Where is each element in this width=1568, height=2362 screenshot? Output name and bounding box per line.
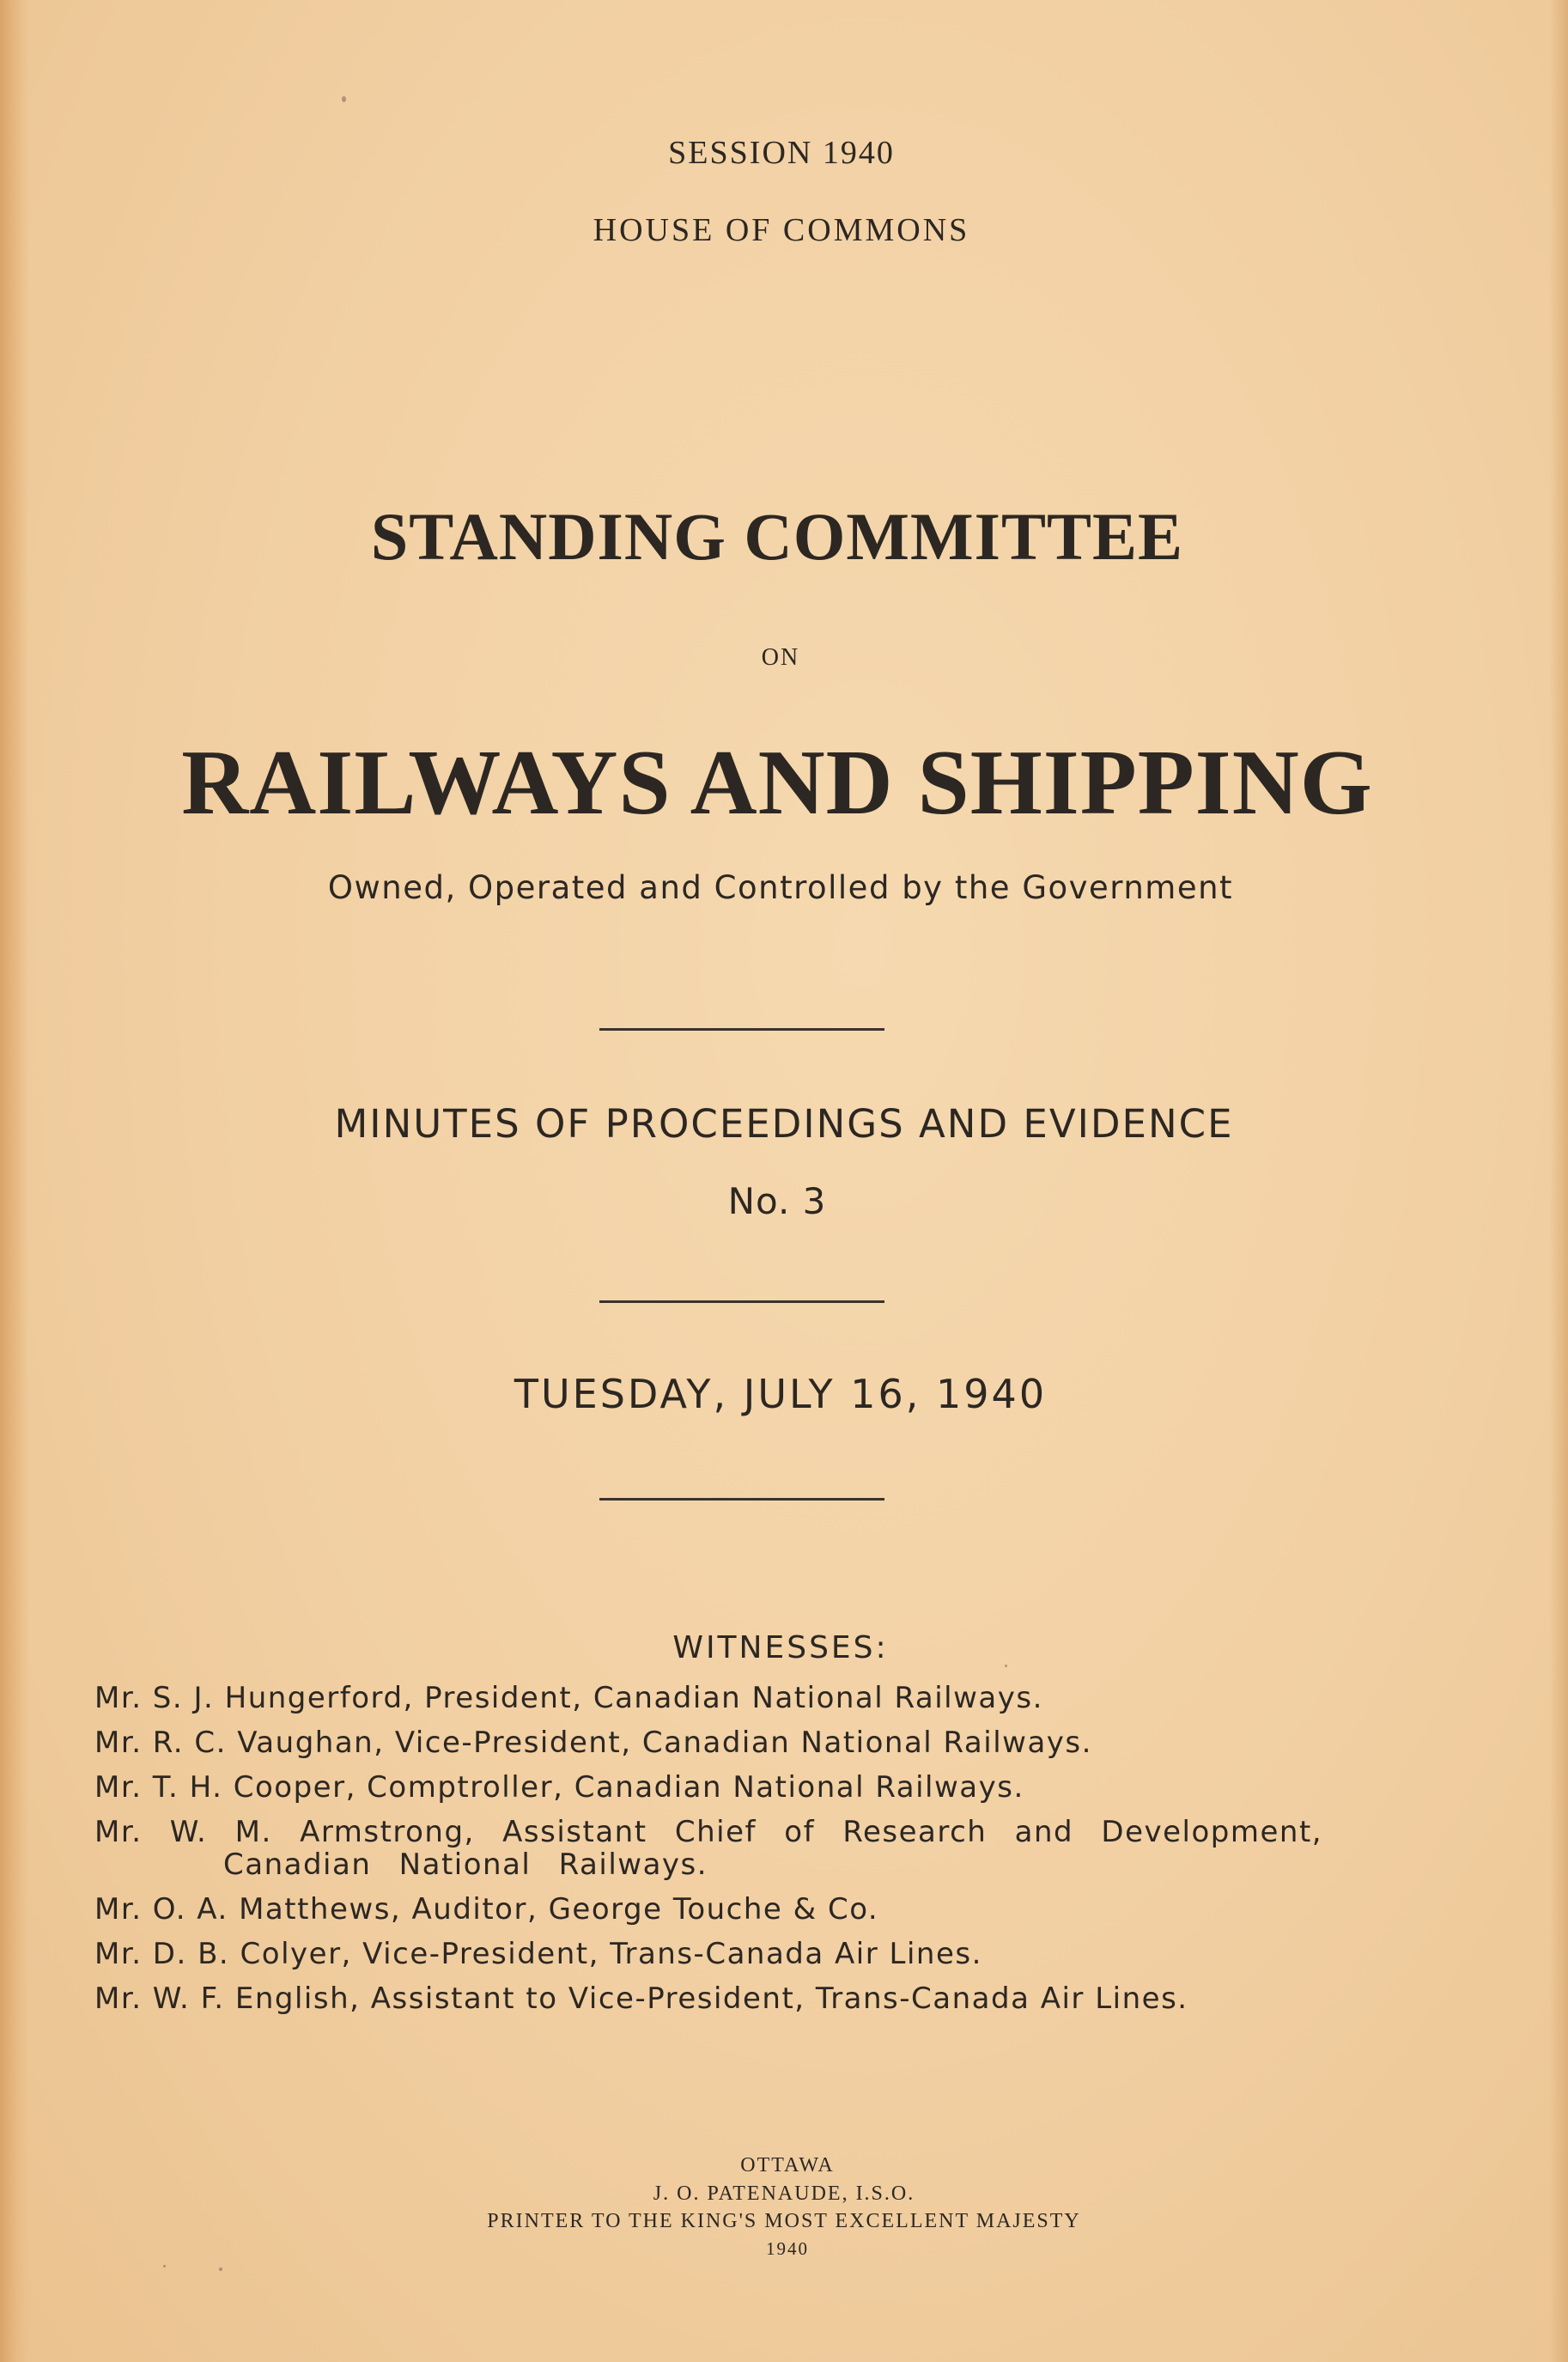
witness-item: Mr. W. F. English, Assistant to Vice-President, Trans-Canada Air Lines.	[94, 1982, 1188, 2016]
witness-item: Mr. W. M. Armstrong, Assistant Chief of Research and Development, Canadian National Railways.	[94, 1815, 1323, 1882]
imprint-year: 1940	[766, 2238, 809, 2259]
minutes-heading: MINUTES OF PROCEEDINGS AND EVIDENCE	[334, 1101, 1234, 1147]
witness-item: Mr. R. C. Vaughan, Vice-President, Canadian National Railways.	[94, 1726, 1092, 1760]
house-line: HOUSE OF COMMONS	[593, 212, 970, 248]
committee-subject: RAILWAYS AND SHIPPING	[181, 732, 1373, 834]
paper-speck	[1005, 1665, 1007, 1667]
divider-rule	[599, 1300, 884, 1303]
witness-item: Mr. S. J. Hungerford, President, Canadian National Railways.	[94, 1681, 1043, 1715]
committee-subtitle: Owned, Operated and Controlled by the Government	[327, 869, 1234, 906]
witness-list	[94, 1682, 1400, 2027]
minutes-number: No. 3	[727, 1180, 827, 1222]
paper-speck	[163, 2265, 166, 2268]
title-connector: ON	[761, 644, 800, 671]
imprint-printer: J. O. PATENAUDE, I.S.O.	[653, 2182, 915, 2205]
witnesses-heading: WITNESSES:	[672, 1630, 889, 1665]
witness-item: Mr. D. B. Colyer, Vice-President, Trans-Canada Air Lines.	[94, 1937, 982, 1971]
divider-rule	[599, 1028, 884, 1031]
witness-item: Mr. T. H. Cooper, Comptroller, Canadian National Railways.	[94, 1770, 1024, 1805]
imprint-printer-title: PRINTER TO THE KING'S MOST EXCELLENT MAJESTY	[487, 2210, 1081, 2232]
paper-speck	[342, 96, 346, 102]
witness-item: Mr. O. A. Matthews, Auditor, George Touche & Co.	[94, 1892, 879, 1927]
divider-rule	[599, 1498, 884, 1501]
session-line: SESSION 1940	[668, 135, 895, 171]
committee-title: STANDING COMMITTEE	[370, 499, 1184, 574]
imprint-city: OTTAWA	[740, 2154, 835, 2176]
paper-speck	[219, 2268, 222, 2271]
session-date: TUESDAY, JULY 16, 1940	[514, 1371, 1048, 1417]
